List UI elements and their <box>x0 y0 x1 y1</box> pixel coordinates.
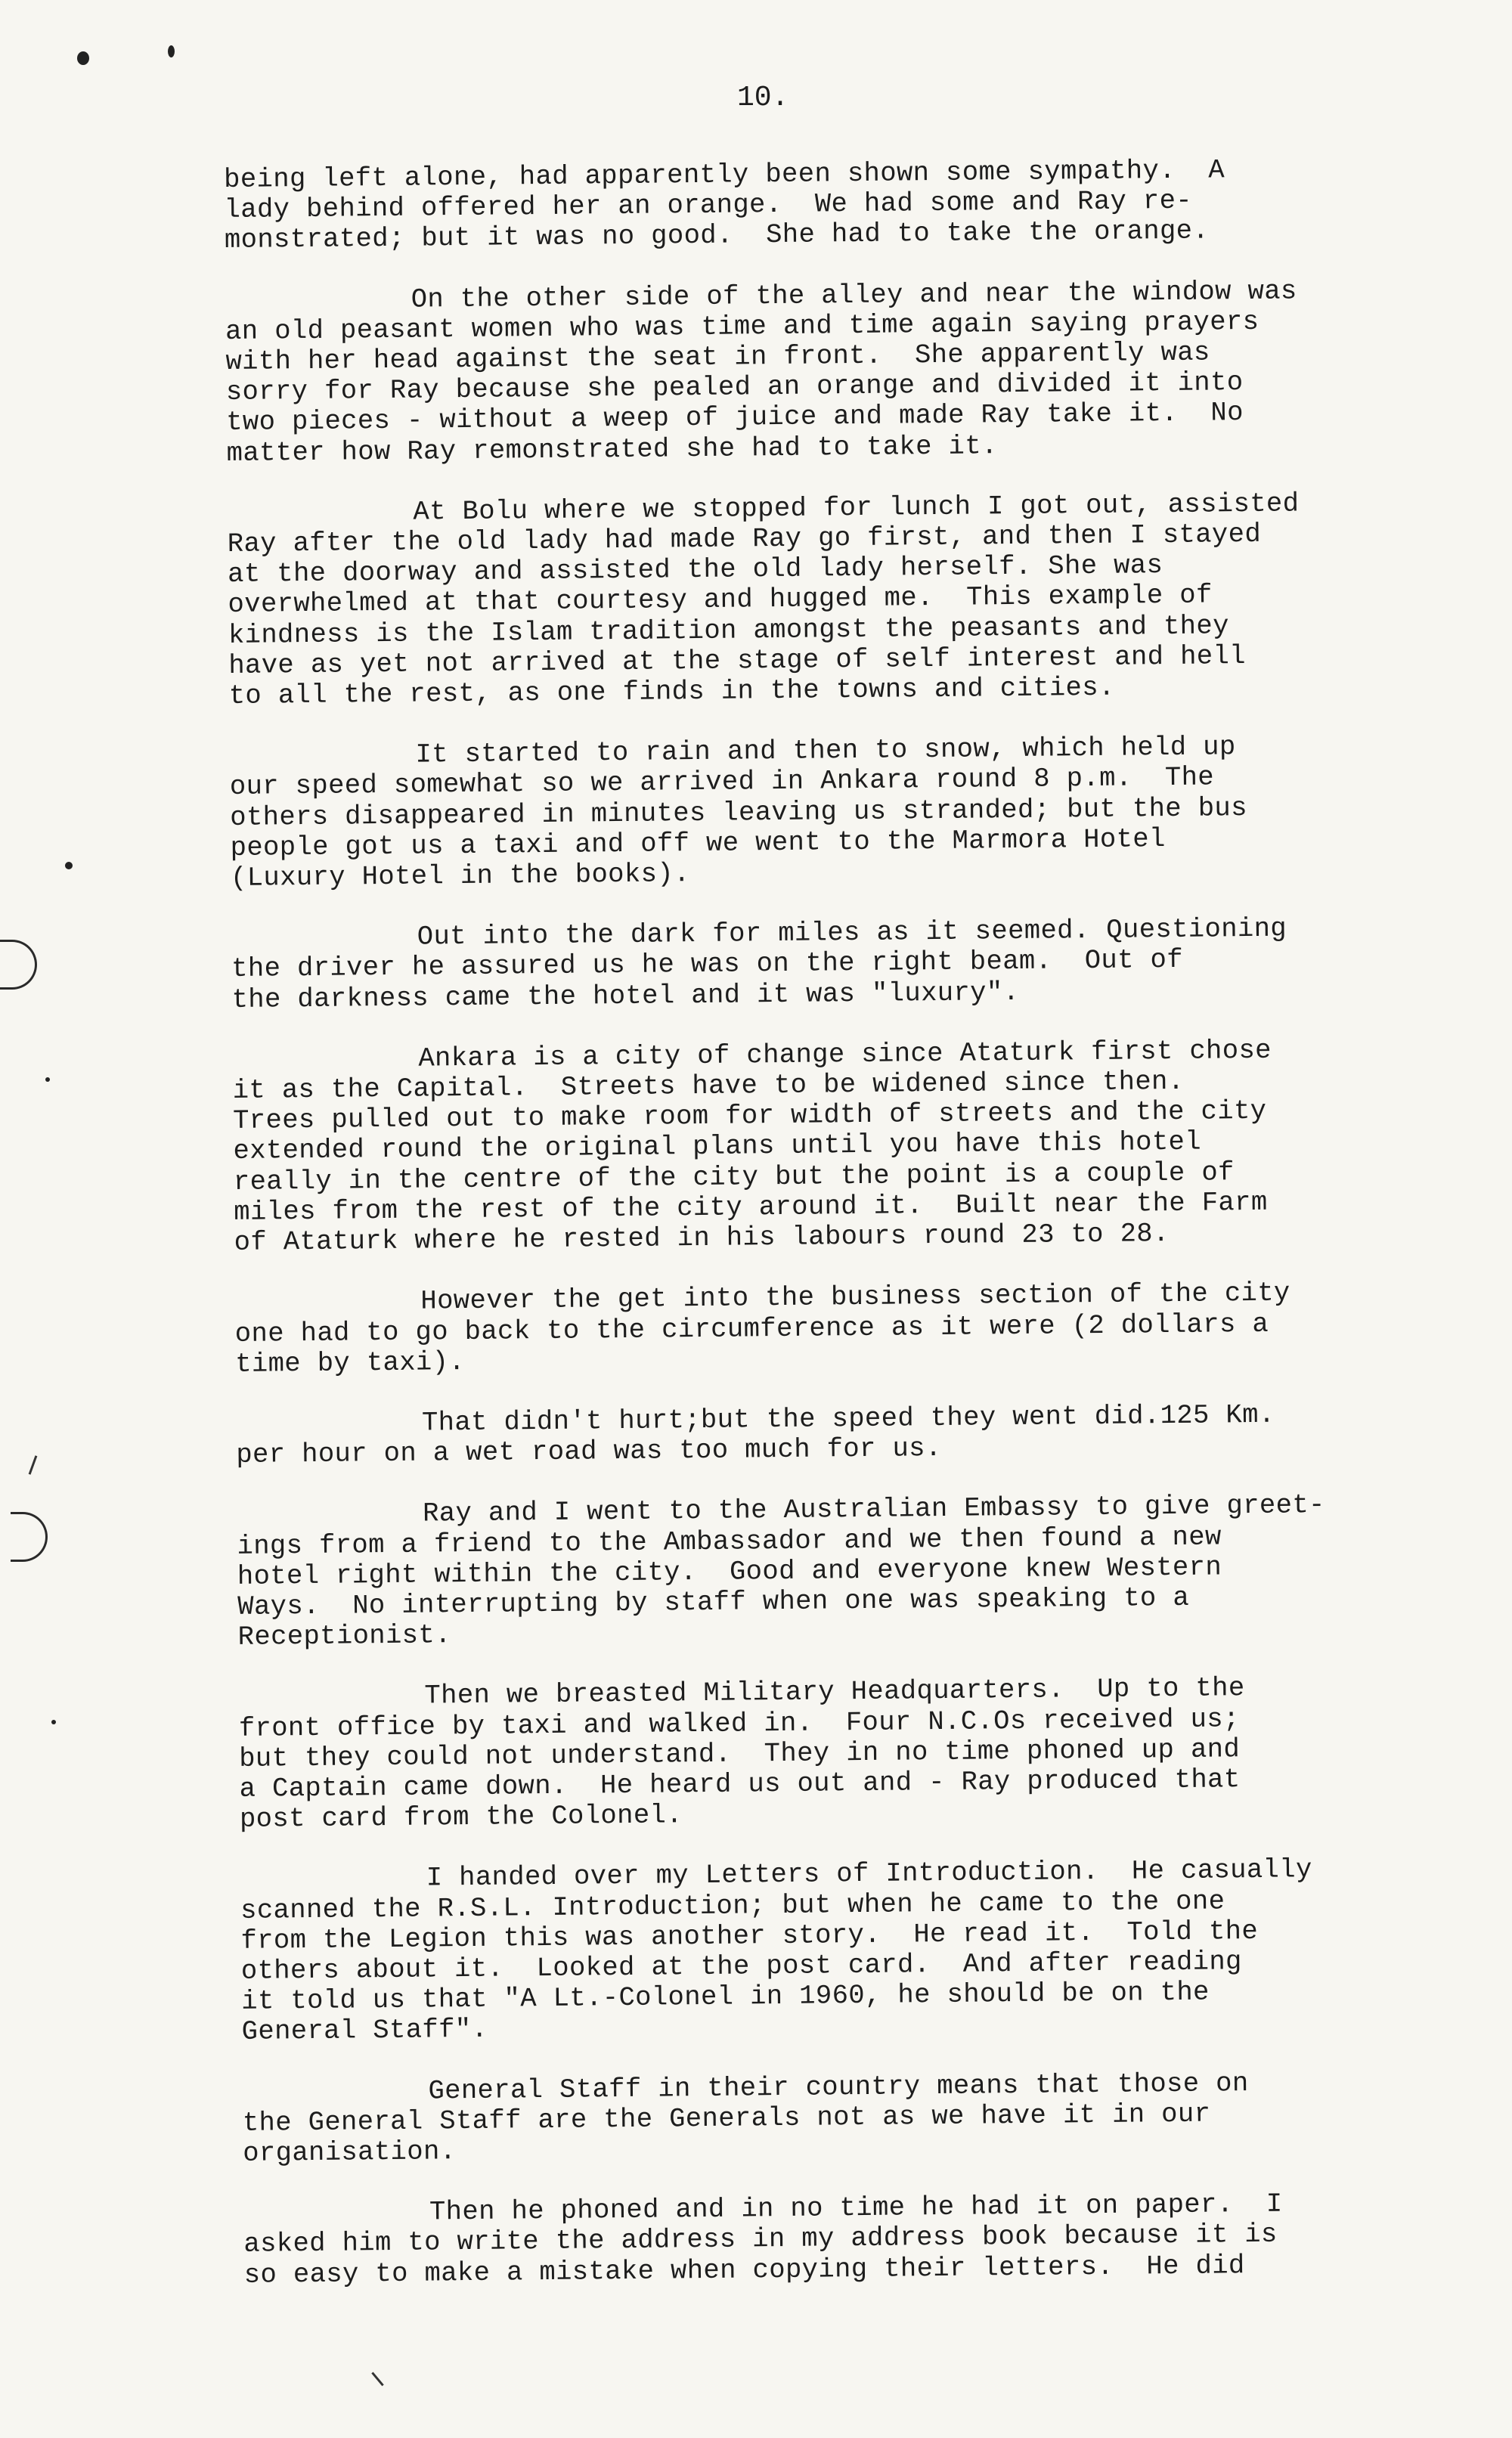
text-line: Then we breasted Military Headquarters. Up to the <box>424 1672 1245 1712</box>
text-line: time by taxi). <box>235 1346 466 1380</box>
paragraph <box>231 912 1434 1015</box>
scan-speck <box>77 51 89 65</box>
text-line: (Luxury Hotel in the books). <box>230 858 690 894</box>
text-line: Ways. No interrupting by staff when one was speaking to a <box>237 1581 1190 1622</box>
text-line: ings from a friend to the Ambassador and we then found a new <box>237 1520 1222 1562</box>
binder-hole-mark <box>11 1512 48 1562</box>
text-line: from the Legion this was another story. He read it. Told the <box>240 1915 1259 1956</box>
text-line: others about it. Looked at the post card. And after reading <box>240 1946 1242 1987</box>
paragraph <box>229 730 1433 894</box>
text-line: an old peasant women who was time and time again saying prayers <box>225 305 1259 347</box>
text-line: General Staff in their country means that those on <box>428 2067 1249 2107</box>
text-line: one had to go back to the circumference as it were (2 dollars a <box>234 1308 1269 1349</box>
text-line: Ray after the old lady had made Ray go first, and then I stayed <box>227 518 1262 560</box>
text-line: Out into the dark for miles as it seemed. Questioning <box>417 912 1287 953</box>
text-line: On the other side of the alley and near the window was <box>411 274 1297 315</box>
paragraph <box>236 1399 1439 1471</box>
paragraph <box>243 2188 1446 2291</box>
scan-speck <box>51 1720 56 1724</box>
text-line: of Ataturk where he rested in his labours round 23 to 28. <box>234 1218 1170 1259</box>
text-line: scanned the R.S.L. Introduction; but when he came to the one <box>240 1885 1225 1926</box>
paragraph <box>240 1854 1444 2047</box>
paragraph <box>234 1277 1437 1380</box>
text-line: the driver he assured us he was on the right beam. Out of <box>231 944 1184 985</box>
text-line: with her head against the seat in front. She apparently was <box>225 336 1210 378</box>
text-line: extended round the original plans until you have this hotel <box>233 1126 1202 1167</box>
text-line: per hour on a wet road was too much for us. <box>236 1433 942 1471</box>
text-line: sorry for Ray because she pealed an orange and divided it into <box>225 367 1244 408</box>
text-line: Trees pulled out to make room for width of streets and the city <box>232 1095 1267 1137</box>
margin-tick-mark <box>29 1455 38 1474</box>
text-line: front office by taxi and walked in. Four N.C.Os received us; <box>238 1702 1240 1744</box>
text-line: people got us a taxi and off we went to the Marmora Hotel <box>230 822 1166 863</box>
text-line: monstrated; but it was no good. She had to take the orange. <box>224 215 1210 256</box>
text-line: miles from the rest of the city around it. Built near the Farm <box>234 1186 1268 1228</box>
text-line: others disappeared in minutes leaving us stranded; but the bus <box>230 791 1248 833</box>
paragraph <box>227 488 1431 712</box>
paragraph <box>224 153 1427 256</box>
text-line: so easy to make a mistake when copying their letters. He did <box>243 2249 1245 2291</box>
text-line: At Bolu where we stopped for lunch I got out, assisted <box>413 488 1300 528</box>
text-line: Then he phoned and in no time he had it on paper. I <box>429 2188 1283 2228</box>
paragraph <box>232 1034 1436 1259</box>
text-line: it told us that "A Lt.-Colonel in 1960, he should be on the <box>241 1976 1210 2018</box>
text-line: hotel right within the city. Good and everyone knew Western <box>237 1551 1222 1592</box>
text-line: organisation. <box>243 2136 457 2169</box>
text-line: asked him to write the address in my address book because it is <box>243 2219 1278 2260</box>
paragraph <box>237 1489 1440 1653</box>
text-line: That didn't hurt;but the speed they went did.125 Km. <box>421 1399 1275 1439</box>
text-line: a Captain came down. He heard us out and - Ray produced that <box>239 1764 1241 1804</box>
text-line: it as the Capital. Streets have to be widened since then. <box>232 1065 1185 1107</box>
paragraph <box>242 2066 1445 2169</box>
text-line: have as yet not arrived at the stage of self interest and hell <box>228 640 1247 681</box>
text-line: at the doorway and assisted the old lady herself. She was <box>228 550 1163 590</box>
text-line: the General Staff are the Generals not as we have it in our <box>242 2098 1211 2139</box>
text-line: our speed somewhat so we arrived in Ankara round 8 p.m. The <box>229 761 1215 803</box>
paragraph <box>225 274 1429 468</box>
text-line: but they could not understand. They in no time phoned up and <box>239 1733 1241 1774</box>
text-line: overwhelmed at that courtesy and hugged me. This example of <box>228 579 1213 621</box>
margin-tick-mark <box>371 2372 383 2387</box>
binder-hole-mark <box>0 940 37 990</box>
paragraph <box>238 1671 1442 1835</box>
text-line: being left alone, had apparently been shown some sympathy. A <box>223 154 1225 195</box>
scan-speck <box>65 862 73 869</box>
text-line: It started to rain and then to snow, which held up <box>415 731 1236 770</box>
scan-speck <box>168 45 175 57</box>
text-line: lady behind offered her an orange. We had some and Ray re- <box>224 184 1193 226</box>
text-line: Ray and I went to the Australian Embassy to give greet- <box>422 1489 1325 1529</box>
text-line: matter how Ray remonstrated she had to take it. <box>226 429 998 469</box>
text-line: However the get into the business section of the city <box>420 1277 1290 1317</box>
text-line: Receptionist. <box>237 1619 452 1653</box>
page-number: 10. <box>737 82 789 114</box>
text-line: to all the rest, as one finds in the towns and cities. <box>228 671 1115 712</box>
text-line: two pieces - without a weep of juice and made Ray take it. No <box>226 397 1244 438</box>
text-line: General Staff". <box>241 2014 488 2048</box>
text-line: the darkness came the hotel and it was "luxury". <box>231 976 1020 1015</box>
text-line: really in the centre of the city but the point is a couple of <box>233 1156 1235 1197</box>
text-line: post card from the Colonel. <box>239 1799 683 1835</box>
text-line: kindness is the Islam tradition amongst the peasants and they <box>228 609 1230 651</box>
body-text <box>224 153 1446 2321</box>
text-line: I handed over my Letters of Introduction. He casually <box>426 1854 1312 1894</box>
scan-speck <box>45 1077 50 1082</box>
text-line: Ankara is a city of change since Ataturk first chose <box>418 1034 1272 1074</box>
